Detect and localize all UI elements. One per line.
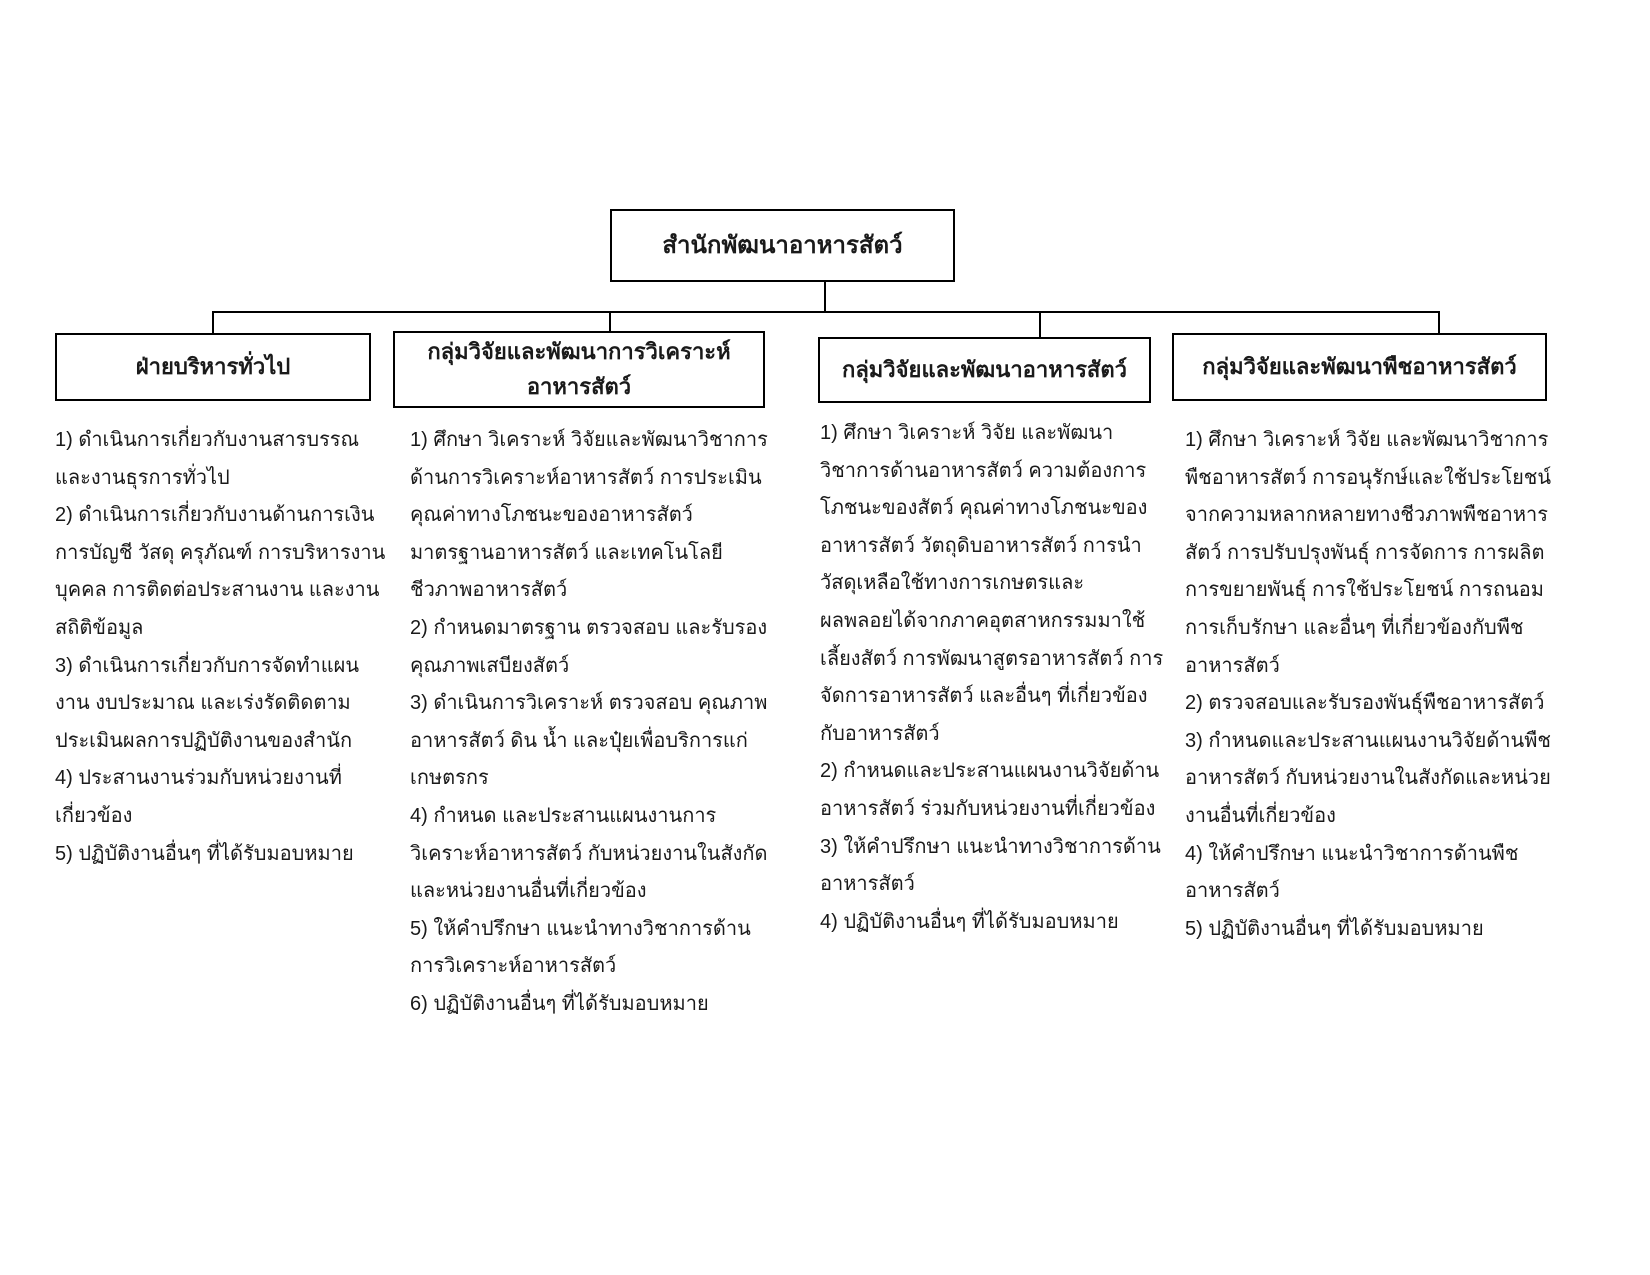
duty-item: 3) ให้คำปรึกษา แนะนำทางวิชาการด้านอาหารสัตว์ <box>820 835 1161 896</box>
department-title: กลุ่มวิจัยและพัฒนาการวิเคราะห์อาหารสัตว์ <box>427 339 731 399</box>
duty-item: 5) ปฏิบัติงานอื่นๆ ที่ได้รับมอบหมาย <box>1185 917 1484 940</box>
duties-list-feed-analysis-rd <box>410 422 772 1024</box>
duty-item: 2) ตรวจสอบและรับรองพันธุ์พืชอาหารสัตว์ <box>1185 692 1545 715</box>
duty-item: 5) ปฏิบัติงานอื่นๆ ที่ได้รับมอบหมาย <box>55 842 354 865</box>
department-title: ฝ่ายบริหารทั่วไป <box>135 353 291 379</box>
duty-item: 1) ศึกษา วิเคราะห์ วิจัยและพัฒนาวิชาการด้านการวิเคราะห์อาหารสัตว์ การประเมินคุณค่าทางโภชนะของอาหารสัตว์ มาตรฐานอาหารสัตว์ และเทคโนโลยีชีวภาพอาหารสัตว์ <box>410 429 768 602</box>
duty-item: 4) กำหนด และประสานแผนงานการวิเคราะห์อาหารสัตว์ กับหน่วยงานในสังกัด และหน่วยงานอื่นที่เกี่ยวข้อง <box>410 804 768 903</box>
root-box-title: สำนักพัฒนาอาหารสัตว์ <box>662 231 903 259</box>
department-box-feed-analysis-rd <box>393 331 765 408</box>
duty-item: 1) ศึกษา วิเคราะห์ วิจัย และพัฒนาวิชาการพืชอาหารสัตว์ การอนุรักษ์และใช้ประโยชน์จากความหลากหลายทางชีวภาพพืชอาหารสัตว์ การปรับปรุงพันธุ์ การจัดการ การผลิต การขยายพันธุ์ การใช้ประโยชน์ การถนอม การเก็บรักษา และอื่นๆ ที่เกี่ยวข้องกับพืชอาหารสัตว์ <box>1185 429 1552 677</box>
duty-item: 3) ดำเนินการวิเคราะห์ ตรวจสอบ คุณภาพอาหารสัตว์ ดิน น้ำ และปุ๋ยเพื่อบริการแก่เกษตรกร <box>410 692 768 790</box>
connector-drop-3 <box>1039 311 1041 339</box>
duties-list-animal-feed-rd <box>820 415 1166 941</box>
department-title: กลุ่มวิจัยและพัฒนาอาหารสัตว์ <box>842 356 1127 382</box>
duties-list-forage-crop-rd <box>1185 422 1553 948</box>
connector-drop-2 <box>609 311 611 333</box>
duty-item: 4) ปฏิบัติงานอื่นๆ ที่ได้รับมอบหมาย <box>820 910 1119 933</box>
duty-item: 4) ให้คำปรึกษา แนะนำวิชาการด้านพืชอาหารสัตว์ <box>1185 842 1519 903</box>
department-box-forage-crop-rd <box>1172 333 1547 401</box>
duty-item: 3) ดำเนินการเกี่ยวกับการจัดทำแผนงาน งบประมาณ และเร่งรัดติดตาม ประเมินผลการปฏิบัติงานของสำนัก <box>55 654 360 752</box>
connector-bus <box>212 311 1440 313</box>
duty-item: 6) ปฏิบัติงานอื่นๆ ที่ได้รับมอบหมาย <box>410 992 709 1015</box>
connector-drop-4 <box>1438 311 1440 335</box>
duty-item: 3) กำหนดและประสานแผนงานวิจัยด้านพืชอาหารสัตว์ กับหน่วยงานในสังกัดและหน่วยงานอื่นที่เกี่ยวข้อง <box>1185 729 1551 827</box>
root-box <box>610 209 955 282</box>
department-box-animal-feed-rd <box>818 337 1151 403</box>
duty-item: 1) ดำเนินการเกี่ยวกับงานสารบรรณ และงานธุรการทั่วไป <box>55 429 360 489</box>
department-title: กลุ่มวิจัยและพัฒนาพืชอาหารสัตว์ <box>1202 353 1517 379</box>
connector-drop-1 <box>212 311 214 335</box>
connector-root-stub <box>824 282 826 312</box>
duty-item: 2) กำหนดและประสานแผนงานวิจัยด้านอาหารสัตว์ ร่วมกับหน่วยงานที่เกี่ยวข้อง <box>820 760 1160 820</box>
duties-list-general-admin <box>55 422 387 873</box>
duty-item: 4) ประสานงานร่วมกับหน่วยงานที่เกี่ยวข้อง <box>55 767 342 827</box>
duty-item: 5) ให้คำปรึกษา แนะนำทางวิชาการด้านการวิเคราะห์อาหารสัตว์ <box>410 917 751 978</box>
duty-item: 2) ดำเนินการเกี่ยวกับงานด้านการเงิน การบัญชี วัสดุ ครุภัณฑ์ การบริหารงานบุคคล การติดต่อประสานงาน และงานสถิติข้อมูล <box>55 504 386 639</box>
duty-item: 2) กำหนดมาตรฐาน ตรวจสอบ และรับรองคุณภาพเสบียงสัตว์ <box>410 616 768 677</box>
department-box-general-admin <box>55 333 371 401</box>
duty-item: 1) ศึกษา วิเคราะห์ วิจัย และพัฒนาวิชาการด้านอาหารสัตว์ ความต้องการโภชนะของสัตว์ คุณค่าทางโภชนะของอาหารสัตว์ วัตถุดิบอาหารสัตว์ การนำวัสดุเหลือใช้ทางการเกษตรและผลพลอยได้จากภาคอุตสาหกรรมมาใช้เลี้ยงสัตว์ การพัฒนาสูตรอาหารสัตว์ การจัดการอาหารสัตว์ และอื่นๆ ที่เกี่ยวข้องกับอาหารสัตว์ <box>820 422 1164 745</box>
